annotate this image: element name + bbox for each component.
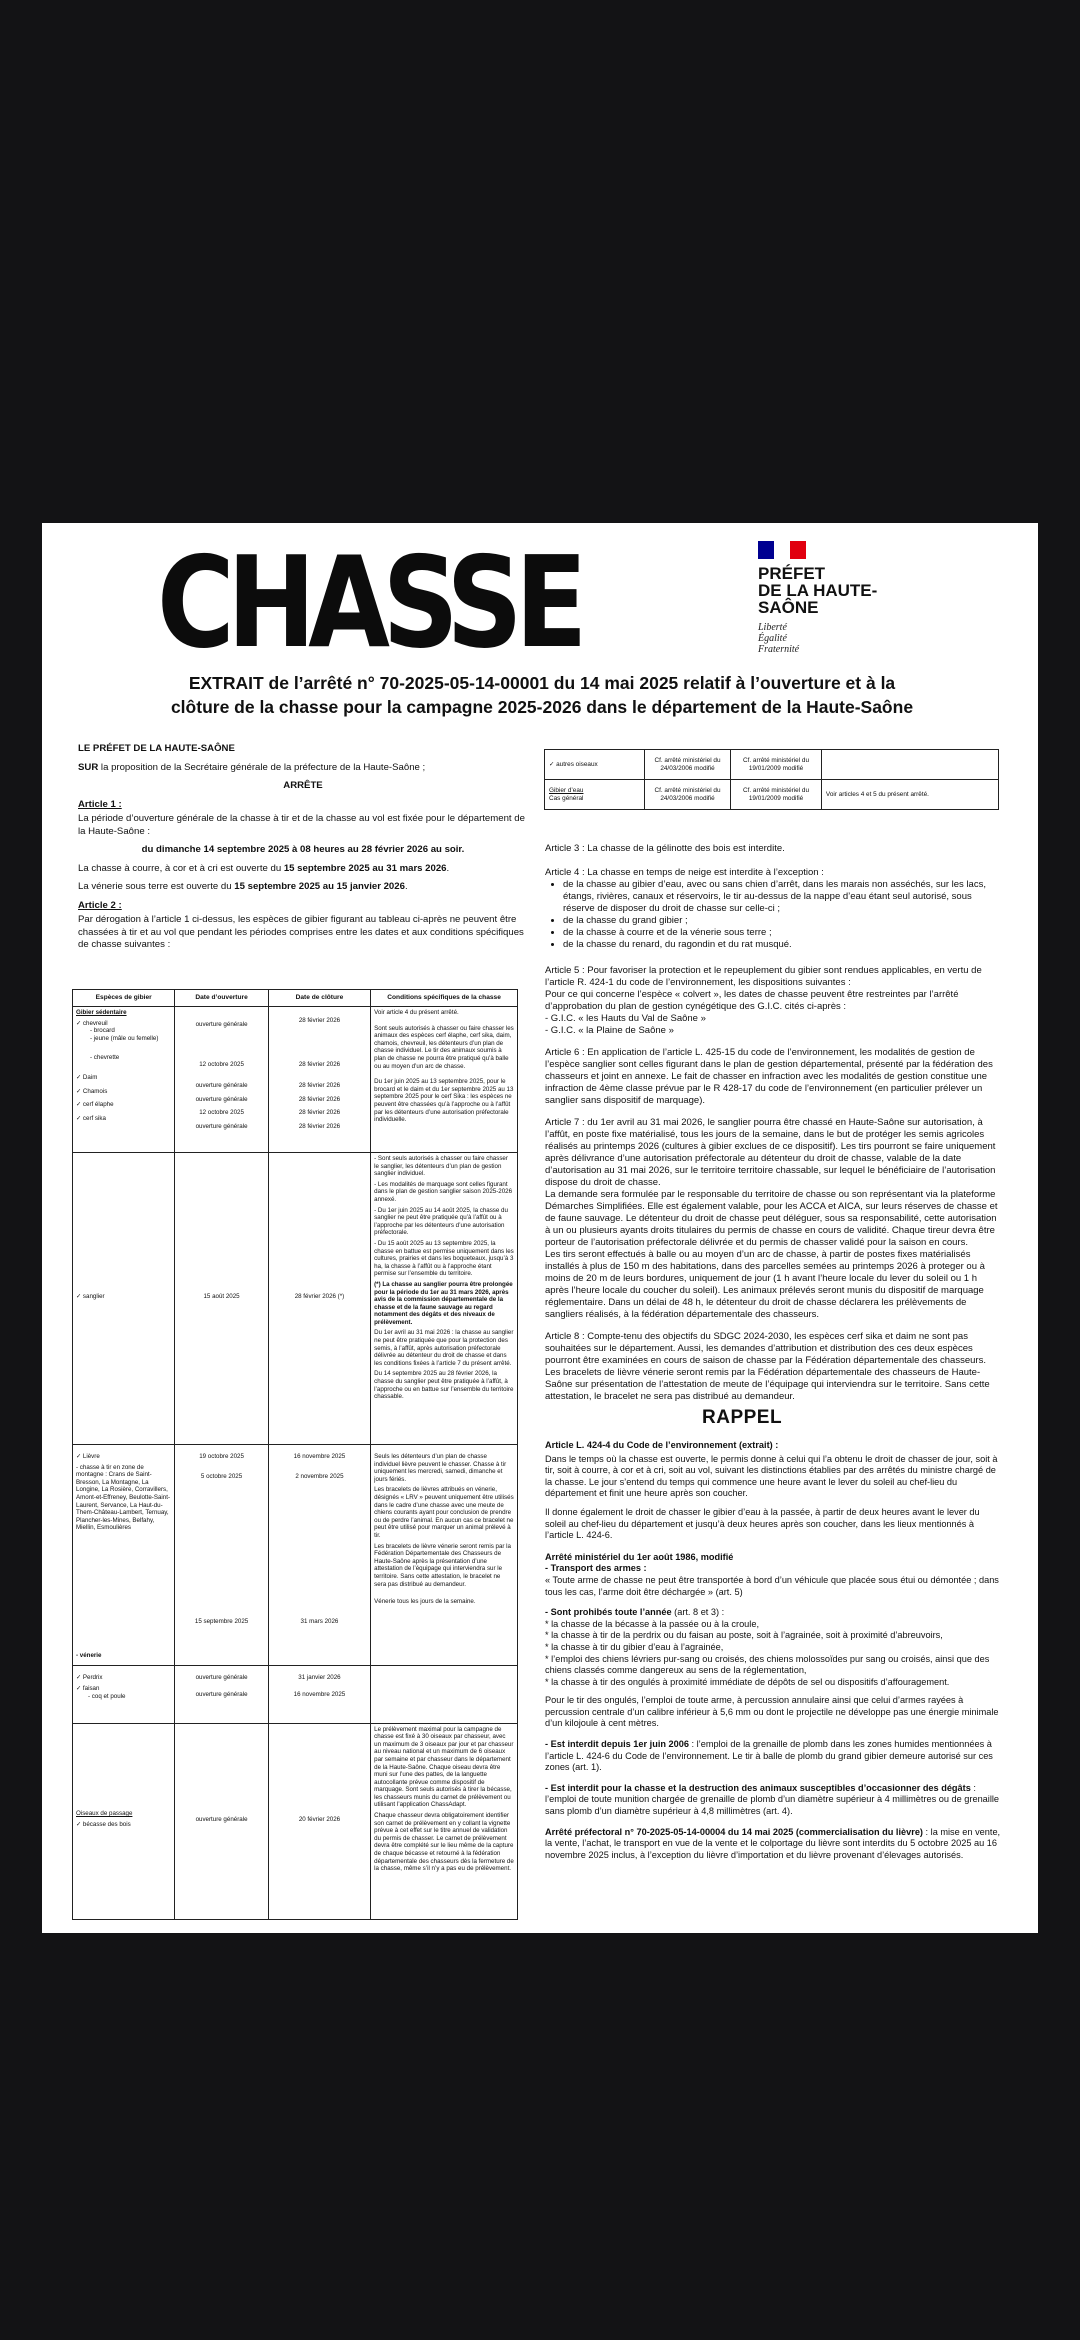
species-cell: Gibier sédentaire ✓ chevreuil - brocard - jeune (mâle ou femelle) - chevrette ✓ Daim ✓ Chamois ✓ cerf élaphe ✓ cerf sika: [73, 1007, 175, 1153]
article-5: Article 5 : Pour favoriser la protection et le repeuplement du gibier sont rendues applicables, en vertu de l’article R. 424-1 du code de l’environnement, les dispositions suivantes :: [545, 965, 982, 988]
conditions-cell: Voir articles 4 et 5 du présent arrêté.: [821, 780, 998, 810]
arrete-heading: ARRÊTE: [283, 780, 323, 791]
close-date-cell: Cf. arrêté ministériel du 19/01/2009 modifié: [731, 780, 822, 810]
conditions-cell: [821, 750, 998, 780]
open-date-cell: ouverture générale: [175, 1723, 268, 1919]
table-row: [545, 750, 999, 780]
article-8-bracelets: Les bracelets de lièvre vénerie seront remis par la Fédération départementale des chasseurs de Haute-Saône sur présentation de l’attestation de meute de l’équipage qui interviendra sur le territoire. Sans cette attestation, le bracelet ne sera pas distribué au demandeur.: [545, 1367, 990, 1402]
prefet-heading: LE PRÉFET DE LA HAUTE-SAÔNE: [78, 743, 235, 754]
species-cell: ✓ sanglier: [73, 1153, 175, 1445]
poster-document: [42, 523, 1038, 1933]
species-cell: Oiseaux de passage ✓ bécasse des bois: [73, 1723, 175, 1919]
decree-subtitle: EXTRAIT de l’arrêté n° 70-2025-05-14-00001 du 14 mai 2025 relatif à l’ouverture et à la clôture de la chasse pour la campagne 2025-2026 dans le département de la Haute-Saône: [170, 673, 914, 717]
article-1-venerie: La vénerie sous terre est ouverte du 15 septembre 2025 au 15 janvier 2026.: [78, 881, 408, 892]
article-4-list: [545, 879, 1003, 951]
poster-title: CHASSE: [157, 529, 580, 676]
l424-text-2: Il donne également le droit de chasser le gibier d’eau à la passée, à partir de deux heures avant le lever du soleil au chef-lieu du département et jusqu’à deux heures après son coucher, dans les lieux mentionnés à l’article L. 424-6.: [545, 1506, 980, 1541]
header-species: Espèces de gibier: [73, 990, 175, 1007]
article-4-intro: Article 4 : La chasse en temps de neige est interdite à l’exception :: [545, 867, 824, 878]
table-header-row: [73, 990, 518, 1007]
list-item: • de la chasse à courre et de la vénerie sous terre ;: [563, 927, 1003, 939]
article-7-tirs: Les tirs seront effectués à balle ou au moyen d’un arc de chasse, à partir de postes fixes matérialisés installés à plus de 150 m des habitations, dans des parcelles semées au printemps 2026 à proteger ou à moins de 20 m de leurs bordures, uniquement de jour (1 h avant l’heure locale du lever du soleil ou 1 h après l’heure locale du coucher du soleil). Les animaux prélevés seront munis du dispositif de marquage réglementaire. Dans un délai de 48 h, le détenteur du droit de chasse déclarera les prélèvements de sangliers réalisés, à la fédération départementale des chasseurs.: [545, 1249, 985, 1320]
table-row: [73, 1665, 518, 1723]
header-conditions: Conditions spécifiques de la chasse: [371, 990, 518, 1007]
rappel-column: [545, 1440, 1003, 1868]
conditions-cell: Seuls les détenteurs d’un plan de chasse individuel lièvre peuvent le chasser. Chasse à tir uniquement les mercredi, samedi, dimanche et jours fériés. Les bracelets de lièvres attribués en vénerie, désignés « LRV » peuvent uniquement être utilisés dans le cadre d’une chasse avec une meute de chiens courants ayant pour conclusion de prendre ou de perdre l’animal. En aucun cas ce bracelet ne peut être utilisé pour marquer un animal prélevé à tir. Les bracelets de lièvre vénerie seront remis par la Fédération Départementale des Chasseurs de Haute-Saône après la présentation d’une attestation de l’équipage qui interviendra sur le territoire. Sans cette attestation, le bracelet ne sera pas distribué au demandeur. Vénerie tous les jours de la semaine.: [371, 1445, 518, 1666]
species-cell: Gibier d’eau Cas général: [545, 780, 645, 810]
article-7: Article 7 : du 1er avril au 31 mai 2026, le sanglier pourra être chassé en Haute-Saône sur autorisation, à l’affût, en poste fixe matérialisé, tous les jours de la semaine, dans le but de protéger les semis agricoles réalisés au printemps 2026 (cultures à gibier exclues de ce dispositif). Les tirs pourront se faire uniquement après délivrance d’une autorisation préfectorale au détenteur du droit de chasse, valable de la date d’autorisation au 31 mai 2026, sur le territoire territoire chassable, sur lequel le bénéficiaire de l’autorisation dispose du droit de chasse.: [545, 1117, 996, 1188]
sur-paragraph: SUR la proposition de la Secrétaire générale de la préfecture de la Haute-Saône ;: [78, 761, 426, 773]
table-row: [545, 780, 999, 810]
plomb-rule: - Est interdit depuis 1er juin 2006 : l’emploi de la grenaille de plomb dans les zones humides mentionnées à l’article L. 424-6 du Code de l’environnement. Le tir à balle de plomb du grand gibier demeure autorisé sur ces zones (art. 1).: [545, 1739, 993, 1773]
left-column: [78, 743, 528, 958]
article-1-text: La période d’ouverture générale de la chasse à tir et de la chasse au vol est fixée pour le département de la Haute-Saône :: [78, 813, 525, 837]
article-1-title: Article 1 :: [78, 798, 122, 810]
rappel-heading: RAPPEL: [702, 1407, 783, 1428]
header-close: Date de clôture: [268, 990, 370, 1007]
prohibited-title: - Sont prohibés toute l’année (art. 8 et 3) :: [545, 1607, 725, 1618]
prefecture-logo: [758, 541, 918, 655]
republic-motto: Liberté Égalité Fraternité: [758, 622, 800, 655]
list-item: • de la chasse du grand gibier ;: [563, 915, 1003, 927]
article-8: Article 8 : Compte-tenu des objectifs du SDGC 2024-2030, les espèces cerf sika et daim ne sont pas souhaitées sur le département. Aussi, les demandes d’attribution et distribution des ces deux espèces pourront être examinées en cours de saison de chasse par la Fédération départementale des chasseurs.: [545, 1331, 986, 1366]
article-2-title: Article 2 :: [78, 899, 122, 911]
right-column: [545, 843, 1003, 1411]
conditions-cell: [371, 1665, 518, 1723]
article-5-colvert: Pour ce qui concerne l’espèce « colvert », les dates de chasse peuvent être restreintes par l’arrêté d’approbation du plan de gestion cynégétique des G.I.C. cités ci-après :: [545, 989, 959, 1012]
open-date-cell: ouverture générale 12 octobre 2025 ouverture générale ouverture générale 12 octobre 2025 ouverture générale: [175, 1007, 268, 1153]
article-5-gic-2: - G.I.C. « la Plaine de Saône »: [545, 1025, 674, 1036]
birds-table: [544, 749, 999, 810]
table-row: [73, 1445, 518, 1666]
article-6: Article 6 : En application de l’article L. 425-15 du code de l’environnement, les modalités de gestion de l’espèce sanglier sont celles figurant dans le plan de gestion départemental, présenté par la fédération des chasseurs et joint en annexe. Le fait de chasser en infraction avec les modalités de gestion constitue une infraction de 4ème classe prévue par le R 428-17 du code de l’environnement (en particulier prélever un sanglier sans dispositif de marquage).: [545, 1047, 993, 1106]
transport-title: - Transport des armes :: [545, 1563, 647, 1574]
degats-rule: - Est interdit pour la chasse et la destruction des animaux susceptibles d’occasionner des dégâts : l’emploi de toute munition chargée de grenaille de plomb d’un diamètre supérieur à 4 millimètres ou de grenaille sans plomb d’un diamètre supérieur à 4,8 millimètres (art. 4).: [545, 1782, 1000, 1817]
prohibited-item: * la chasse à tir de la perdrix ou du faisan au poste, soit à l’agrainée, soit à proximité d’abreuvoirs,: [545, 1630, 943, 1641]
article-3: Article 3 : La chasse de la gélinotte des bois est interdite.: [545, 843, 785, 854]
close-date-cell: Cf. arrêté ministériel du 19/01/2009 modifié: [731, 750, 822, 780]
table-row: [73, 1723, 518, 1919]
prefet-name: PRÉFET DE LA HAUTE- SAÔNE: [758, 564, 878, 617]
commercialisation-rule: Arrêté préfectoral n° 70-2025-05-14-00004 du 14 mai 2025 (commercialisation du lièvre) : la mise en vente, la vente, l’achat, le transport en vue de la vente et le colportage du lièvre sont interdits du 5 octobre 2025 au 16 novembre 2025 inclus, à l’exception du lièvre d’importation et du lièvre provenant d’élevages autorisés.: [545, 1826, 1001, 1860]
prohibited-item: * la chasse à tir du gibier d’eau à l’agrainée,: [545, 1641, 724, 1652]
article-2-text: Par dérogation à l’article 1 ci-dessus, les espèces de gibier figurant au tableau ci-après ne peuvent être chassées à tir et au vol que pendant les périodes comprises entre les dates et aux conditions spécifiques de chasse suivantes :: [78, 914, 524, 950]
list-item: • de la chasse du renard, du ragondin et du rat musqué.: [563, 939, 1003, 951]
open-date-cell: 19 octobre 2025 5 octobre 2025 15 septembre 2025: [175, 1445, 268, 1666]
open-date-cell: Cf. arrêté ministériel du 24/03/2006 modifié: [644, 780, 730, 810]
prohibited-item: * l’emploi des chiens lévriers pur-sang ou croisés, des chiens molossoïdes pur sang ou croisés, ainsi que des chiens classés comme dangereux au sens de la réglementation,: [545, 1653, 990, 1676]
article-7-request: La demande sera formulée par le responsable du territoire de chasse ou son représentant via la plateforme Démarches Simplifiées. Elle est également valable, pour les ACCA et AICA, sur leurs réserves de chasse et de faune sauvage. Le détenteur du droit de chasse peut déléguer, sous sa responsabilité, cette autorisation à un ou plusieurs ayants droits titulaires du permis de chasse en cours de validité. Chaque tireur devra être porteur de l’autorisation préfectorale délivrée et du permis de chasser validé pour la saison en cours.: [545, 1189, 998, 1248]
list-item: • de la chasse au gibier d’eau, avec ou sans chien d’arrêt, dans les marais non asséchés, sur les lacs, étangs, rivières, canaux et réservoirs, le tir au-dessus de la nappe d’eau étant seul autorisé, sous réserve de disposer du droit de chasse sur celle-ci ;: [563, 879, 1003, 915]
conditions-cell: Le prélèvement maximal pour la campagne de chasse est fixé à 30 oiseaux par chasseur, avec un maximum de 3 oiseaux par jour et par chasseur au niveau national et un maximum de 6 oiseaux par semaine et par chasseur dans le département de la Haute-Saône. Chaque oiseau devra être muni sur l’une des pattes, de la languette autocollante prévue comme dispositif de marquage. Sont seuls autorisés à tirer la bécasse, les chasseurs munis du carnet de prélèvement ou utilisant l’application ChassAdapt. Chaque chasseur devra obligatoirement identifier son carnet de prélèvement en y collant la vignette prévue à cet effet sur le titre annuel de validation du permis de chasser. Le carnet de prélèvement devra être complété sur le lieu même de la capture de chaque bécasse et retourné à la fédération départementale des chasseurs dès la fermeture de la chasse, même s’il n’y a pas eu de prélèvement.: [371, 1723, 518, 1919]
transport-text: « Toute arme de chasse ne peut être transportée à bord d’un véhicule que placée sous étui ou démontée ; dans tous les cas, l’arme doit être déchargée » (art. 5): [545, 1574, 999, 1597]
article-1-courre: La chasse à courre, à cor et à cri est ouverte du 15 septembre 2025 au 31 mars 2026.: [78, 862, 450, 874]
open-date-cell: ouverture générale ouverture générale: [175, 1665, 268, 1723]
species-cell: ✓ Perdrix ✓ faisan - coq et poule: [73, 1665, 175, 1723]
article-5-gic-1: - G.I.C. « les Hauts du Val de Saône »: [545, 1013, 706, 1024]
close-date-cell: 31 janvier 2026 16 novembre 2025: [268, 1665, 370, 1723]
ongules-text: Pour le tir des ongulés, l’emploi de toute arme, à percussion annulaire ainsi que celui d’armes rayées à percussion centrale d’un calibre inférieur à 5,6 mm ou dont le projectile ne développe pas une énergie minimale d’un kilojoule à cent mètres.: [545, 1695, 999, 1729]
species-cell: ✓ Lièvre - chasse à tir en zone de montagne : Crans de Saint-Bresson, La Montagne, La Longine, La Rosière, Corravillers, Amont-et-Effreney, Beulotte-Saint-Laurent, Servance, La Haut-du-Them-Château-Lambert, Ternuay, Plancher-les-Mines, Belfahy, Miellin, Esmoulières - vénerie: [73, 1445, 175, 1666]
open-date-cell: Cf. arrêté ministériel du 24/03/2006 modifié: [644, 750, 730, 780]
l424-text-1: Dans le temps où la chasse est ouverte, le permis donne à celui qui l’a obtenu le droit de chasser de jour, soit à tir, soit à courre, à cor et à cri, soit au vol, suivant les distinctions établies par des arrêtés du ministre chargé de la chasse. Le jour s’entend du temps qui commence une heure avant le lever du soleil au chef-lieu du département et finit une heure après son coucher.: [545, 1453, 998, 1499]
conditions-cell: - Sont seuls autorisés à chasser ou faire chasser le sanglier, les détenteurs d’un plan de gestion sanglier individuel. - Les modalités de marquage sont celles figurant dans le plan de gestion sanglier saison 2025-2026 annexé. - Du 1er juin 2025 au 14 août 2025, la chasse du sanglier ne peut être pratiquée qu’à l’affût ou à l’approche par les détenteurs d’une autorisation préfectorale. - Du 15 août 2025 au 13 septembre 2025, la chasse en battue est permise uniquement dans les cultures, prairies et dans les boqueteaux, jusqu’à 3 ha, la chasse à l’affût ou à l’approche étant permise sur l’ensemble du territoire. (*) La chasse au sanglier pourra être prolongée pour la période du 1er au 31 mars 2026, après avis de la commission départementale de la chasse et de la faune sauvage au regard notamment des dégâts et des niveaux de prélèvement. Du 1er avril au 31 mai 2026 : la chasse au sanglier ne peut être pratiquée que pour la protection des semis, à l’affût, après autorisation préfectorale délivrée au détenteur du droit de chasse et dans les conditions fixées à l’article 7 du présent arrêté. Du 14 septembre 2025 au 28 février 2026, la chasse du sanglier peut être pratiquée à l’affût, à l’approche ou en battue sur l’ensemble du territoire chassable.: [371, 1153, 518, 1445]
close-date-cell: 20 février 2026: [268, 1723, 370, 1919]
species-table: [72, 989, 518, 1920]
french-flag-icon: [758, 541, 806, 559]
prohibited-item: * la chasse de la bécasse à la passée ou à la croule,: [545, 1618, 759, 1629]
article-1-dates: du dimanche 14 septembre 2025 à 08 heures au 28 février 2026 au soir.: [141, 844, 465, 855]
close-date-cell: 28 février 2026 28 février 2026 28 février 2026 28 février 2026 28 février 2026 28 février 2026: [268, 1007, 370, 1153]
prohibited-item: * la chasse à tir des ongulés à proximité immédiate de dépôts de sel ou dispositifs d’affouragement.: [545, 1676, 950, 1687]
close-date-cell: 28 février 2026 (*): [268, 1153, 370, 1445]
open-date-cell: 15 août 2025: [175, 1153, 268, 1445]
l424-title: Article L. 424-4 du Code de l’environnement (extrait) :: [545, 1440, 779, 1450]
table-row: [73, 1007, 518, 1153]
arrete-ministeriel-title: Arrêté ministériel du 1er août 1986, modifié: [545, 1551, 734, 1562]
close-date-cell: 16 novembre 2025 2 novembre 2025 31 mars 2026: [268, 1445, 370, 1666]
conditions-cell: Voir article 4 du présent arrêté. Sont seuls autorisés à chasser ou faire chasser les animaux des espèces cerf élaphe, cerf sika, daim, chamois, chevreuil, les détenteurs d’un plan de chasse individuel. Le tir des animaux soumis à plan de chasse ne pourra être pratiqué qu’à balle ou au moyen d’un arc de chasse. Du 1er juin 2025 au 13 septembre 2025, pour le brocard et le daim et du 1er septembre 2025 au 13 septembre 2025 pour le cerf Sika : les espèces ne peuvent être chassées qu’à l’approche ou à l’affût par les détenteurs d’une autorisation préfectorale individuelle.: [371, 1007, 518, 1153]
header-open: Date d’ouverture: [175, 990, 268, 1007]
table-row: [73, 1153, 518, 1445]
species-cell: ✓ autres oiseaux: [545, 750, 645, 780]
